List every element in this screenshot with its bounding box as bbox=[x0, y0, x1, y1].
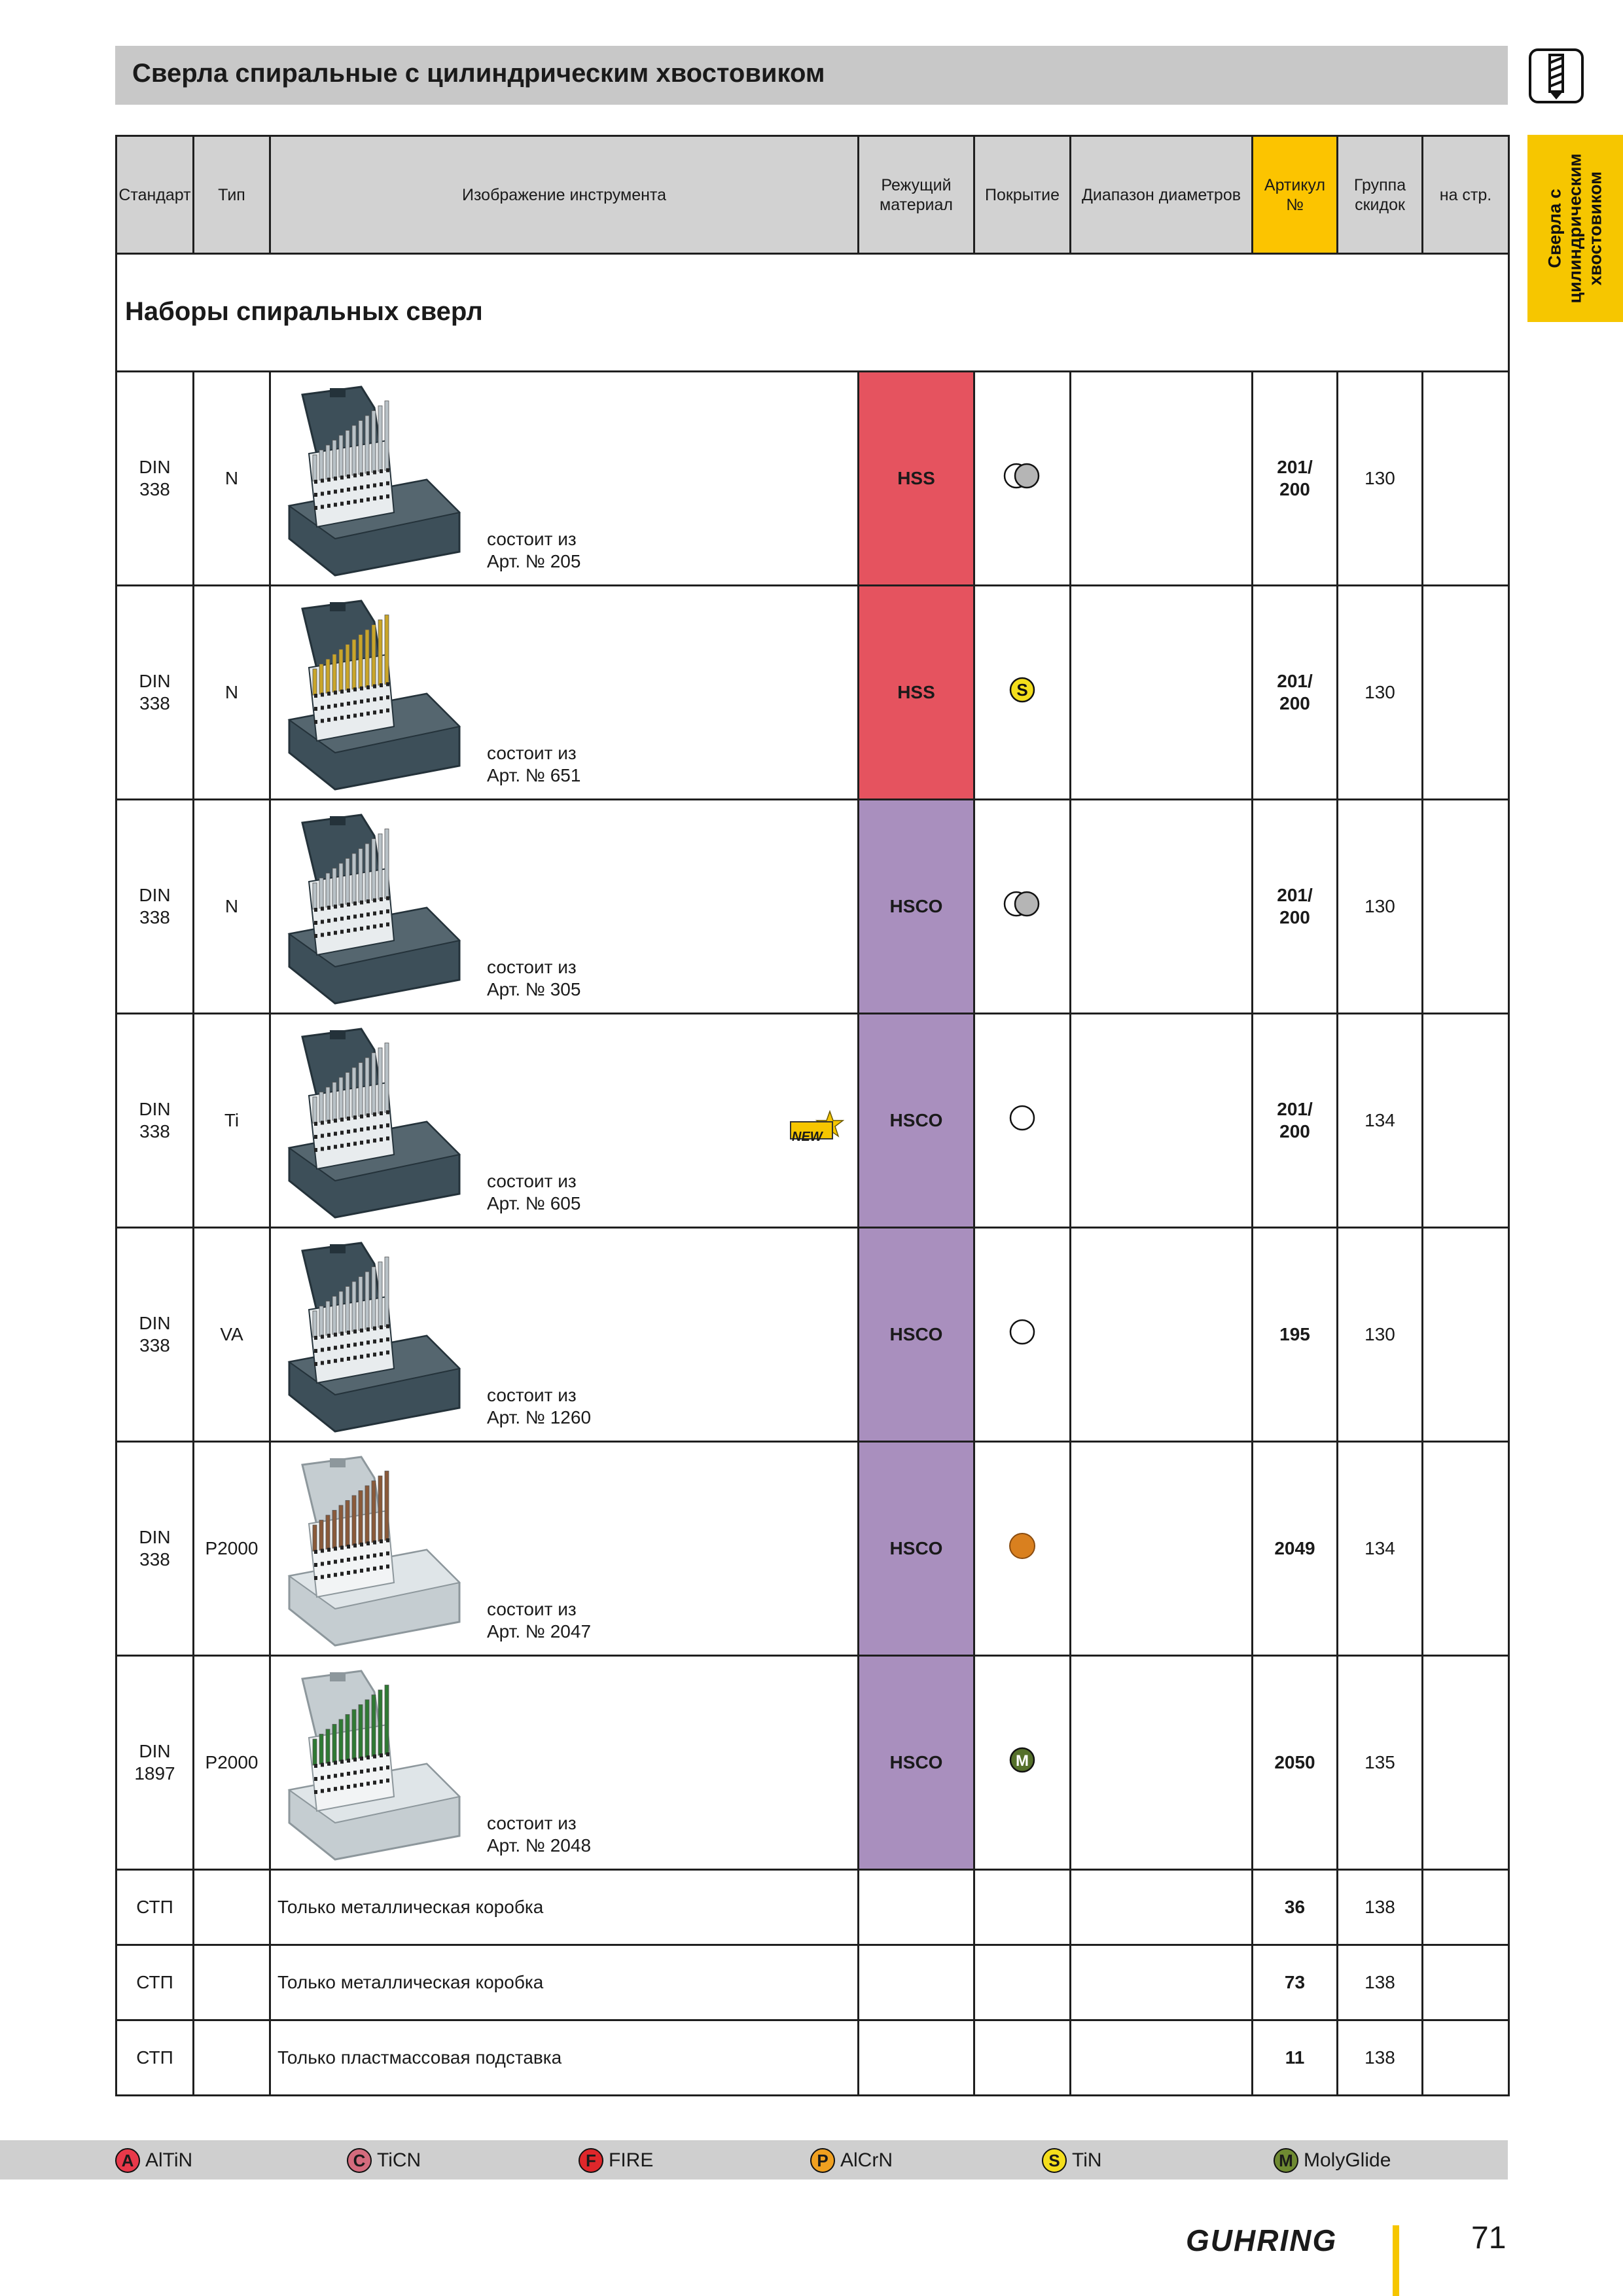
table-row bbox=[116, 1656, 1509, 1870]
table-row bbox=[116, 372, 1509, 586]
coating-letter-icon: S bbox=[1042, 2148, 1067, 2173]
material-cell: HSCO bbox=[859, 1014, 974, 1228]
standard-cell: СТП bbox=[116, 1945, 194, 2020]
article-number-2: 200 bbox=[1279, 479, 1310, 499]
coating-letter-icon: P bbox=[810, 2148, 835, 2173]
description-cell: Только металлическая коробка bbox=[270, 1945, 859, 2020]
standard-cell: СТП bbox=[116, 2020, 194, 2096]
discount-group-cell: 134 bbox=[1338, 1442, 1423, 1656]
header-article bbox=[1253, 136, 1338, 254]
table-row bbox=[116, 586, 1509, 800]
coating-cell bbox=[974, 1656, 1071, 1870]
consists-of-note bbox=[487, 528, 580, 573]
molyglide-coating-icon bbox=[999, 1746, 1045, 1774]
standard-number: 338 bbox=[139, 1549, 170, 1570]
tin-coating-icon bbox=[999, 675, 1045, 704]
discount-group-cell: 130 bbox=[1338, 586, 1423, 800]
consists-of-note bbox=[487, 956, 580, 1001]
type-cell bbox=[194, 1945, 270, 2020]
coating-letter-icon: A bbox=[115, 2148, 140, 2173]
coating-letter-icon: F bbox=[579, 2148, 603, 2173]
drill-set-box-image bbox=[276, 1238, 473, 1434]
consists-of-note bbox=[487, 742, 580, 787]
chapter-side-tab[interactable] bbox=[1527, 135, 1623, 322]
legend-item bbox=[1274, 2147, 1391, 2174]
page-number: 71 bbox=[1471, 2221, 1507, 2255]
page-ref-cell bbox=[1423, 1442, 1509, 1656]
article-number: 201/ bbox=[1277, 885, 1313, 905]
image-cell bbox=[270, 1656, 859, 1870]
coating-cell bbox=[974, 1014, 1071, 1228]
table-row bbox=[116, 1228, 1509, 1442]
diameter-cell bbox=[1071, 372, 1253, 586]
consists-of-note bbox=[487, 1812, 591, 1857]
discount-group-cell: 130 bbox=[1338, 800, 1423, 1014]
standard-number: 338 bbox=[139, 1335, 170, 1355]
article-cell[interactable] bbox=[1253, 586, 1338, 800]
consists-of-note bbox=[487, 1598, 591, 1643]
diameter-cell bbox=[1071, 2020, 1253, 2096]
standard-cell bbox=[116, 1442, 194, 1656]
article-cell[interactable] bbox=[1253, 1014, 1338, 1228]
type-cell: N bbox=[194, 800, 270, 1014]
description-cell: Только металлическая коробка bbox=[270, 1870, 859, 1945]
legend-label: AlTiN bbox=[145, 2149, 193, 2171]
section-cell bbox=[116, 254, 1509, 372]
image-cell bbox=[270, 1228, 859, 1442]
component-article: Арт. № 605 bbox=[487, 1193, 581, 1213]
header-standard: Стандарт bbox=[116, 136, 194, 254]
legend-label: TiN bbox=[1072, 2149, 1102, 2171]
diameter-cell bbox=[1071, 1945, 1253, 2020]
discount-group-cell: 138 bbox=[1338, 2020, 1423, 2096]
drill-set-box-image bbox=[276, 810, 473, 1006]
component-article: Арт. № 2048 bbox=[487, 1835, 592, 1856]
header-diameter: Диапазон диаметров bbox=[1071, 136, 1253, 254]
table-row bbox=[116, 2020, 1509, 2096]
type-cell: P2000 bbox=[194, 1442, 270, 1656]
table-header-row bbox=[116, 136, 1509, 254]
article-number: 201/ bbox=[1277, 1099, 1313, 1119]
article-number-2: 200 bbox=[1279, 1121, 1310, 1141]
standard-number: 338 bbox=[139, 693, 170, 713]
consists-label: состоит из bbox=[487, 529, 577, 549]
article-cell[interactable]: 73 bbox=[1253, 1945, 1338, 2020]
standard-name: DIN bbox=[139, 885, 171, 905]
drill-set-box-image bbox=[276, 596, 473, 792]
new-badge bbox=[789, 1109, 844, 1145]
article-number-2: 200 bbox=[1279, 693, 1310, 713]
article-number: 201/ bbox=[1277, 457, 1313, 477]
consists-label: состоит из bbox=[487, 1385, 577, 1405]
article-number-2: 200 bbox=[1279, 907, 1310, 927]
standard-name: DIN bbox=[139, 671, 171, 691]
material-cell: HSS bbox=[859, 586, 974, 800]
header-material bbox=[859, 136, 974, 254]
header-material-l2: материал bbox=[880, 195, 953, 214]
header-discount bbox=[1338, 136, 1423, 254]
consists-label: состоит из bbox=[487, 1599, 577, 1619]
legend-item bbox=[115, 2147, 192, 2174]
article-cell[interactable] bbox=[1253, 1442, 1338, 1656]
drill-set-box-image bbox=[276, 1024, 473, 1220]
article-number: 201/ bbox=[1277, 671, 1313, 691]
component-article: Арт. № 205 bbox=[487, 551, 581, 571]
page-ref-cell bbox=[1423, 586, 1509, 800]
new-badge-label: NEW bbox=[792, 1130, 823, 1144]
coating-cell bbox=[974, 800, 1071, 1014]
page-ref-cell bbox=[1423, 1228, 1509, 1442]
article-cell[interactable] bbox=[1253, 1228, 1338, 1442]
type-cell bbox=[194, 2020, 270, 2096]
diameter-cell bbox=[1071, 1014, 1253, 1228]
coating-cell bbox=[974, 1870, 1071, 1945]
product-table bbox=[115, 135, 1510, 2096]
article-cell[interactable]: 36 bbox=[1253, 1870, 1338, 1945]
standard-name: DIN bbox=[139, 1313, 171, 1333]
coating-letter-icon: M bbox=[1274, 2148, 1298, 2173]
image-cell bbox=[270, 1014, 859, 1228]
standard-number: 338 bbox=[139, 907, 170, 927]
bright-finish-coating-icon bbox=[999, 461, 1045, 490]
standard-name: DIN bbox=[139, 1099, 171, 1119]
header-discount-l1: Группа bbox=[1353, 175, 1406, 194]
standard-cell bbox=[116, 1014, 194, 1228]
drill-bit-icon bbox=[1529, 48, 1584, 103]
description-cell: Только пластмассовая подставка bbox=[270, 2020, 859, 2096]
section-title: Наборы спиральных сверл bbox=[125, 296, 483, 326]
bright-finish-coating-icon bbox=[999, 889, 1045, 918]
table-row bbox=[116, 1870, 1509, 1945]
material-cell: HSCO bbox=[859, 800, 974, 1014]
discount-group-cell: 138 bbox=[1338, 1870, 1423, 1945]
coating-cell bbox=[974, 2020, 1071, 2096]
page-title-bar bbox=[115, 46, 1508, 105]
article-cell[interactable]: 11 bbox=[1253, 2020, 1338, 2096]
type-cell: P2000 bbox=[194, 1656, 270, 1870]
coating-legend bbox=[0, 2140, 1508, 2179]
legend-label: FIRE bbox=[609, 2149, 654, 2171]
legend-item bbox=[1042, 2147, 1102, 2174]
header-material-l1: Режущий bbox=[881, 175, 952, 194]
diameter-cell bbox=[1071, 1870, 1253, 1945]
image-cell bbox=[270, 586, 859, 800]
consists-of-note bbox=[487, 1384, 591, 1429]
discount-group-cell: 134 bbox=[1338, 1014, 1423, 1228]
standard-cell bbox=[116, 1656, 194, 1870]
page-ref-cell bbox=[1423, 1656, 1509, 1870]
article-cell[interactable] bbox=[1253, 372, 1338, 586]
discount-group-cell: 130 bbox=[1338, 1228, 1423, 1442]
material-cell: HSCO bbox=[859, 1228, 974, 1442]
standard-cell bbox=[116, 1228, 194, 1442]
table-row bbox=[116, 1442, 1509, 1656]
material-cell bbox=[859, 1870, 974, 1945]
table-row bbox=[116, 1014, 1509, 1228]
svg-text:M: M bbox=[1016, 1752, 1029, 1770]
standard-number: 1897 bbox=[134, 1763, 175, 1784]
page-ref-cell bbox=[1423, 1870, 1509, 1945]
diameter-cell bbox=[1071, 800, 1253, 1014]
header-type: Тип bbox=[194, 136, 270, 254]
standard-cell bbox=[116, 372, 194, 586]
material-cell: HSCO bbox=[859, 1656, 974, 1870]
legend-label: TiCN bbox=[377, 2149, 421, 2171]
legend-item bbox=[579, 2147, 653, 2174]
type-cell: VA bbox=[194, 1228, 270, 1442]
discount-group-cell: 135 bbox=[1338, 1656, 1423, 1870]
coating-letter-icon: C bbox=[347, 2148, 372, 2173]
discount-group-cell: 130 bbox=[1338, 372, 1423, 586]
image-cell bbox=[270, 1442, 859, 1656]
drill-set-box-image bbox=[276, 1452, 473, 1648]
legend-item bbox=[810, 2147, 893, 2174]
header-image: Изображение инструмента bbox=[270, 136, 859, 254]
component-article: Арт. № 651 bbox=[487, 765, 581, 785]
standard-name: DIN bbox=[139, 1527, 171, 1547]
legend-label: AlCrN bbox=[840, 2149, 893, 2171]
brand-logo: GUHRING bbox=[1186, 2223, 1338, 2257]
article-number: 2050 bbox=[1274, 1752, 1315, 1772]
image-cell bbox=[270, 800, 859, 1014]
header-article-l1: Артикул bbox=[1264, 175, 1326, 194]
discount-group-cell: 138 bbox=[1338, 1945, 1423, 2020]
page-ref-cell bbox=[1423, 1945, 1509, 2020]
table-row bbox=[116, 800, 1509, 1014]
standard-name: DIN bbox=[139, 1741, 171, 1761]
type-cell: N bbox=[194, 372, 270, 586]
header-discount-l2: скидок bbox=[1355, 195, 1405, 214]
consists-label: состоит из bbox=[487, 1813, 577, 1833]
section-row bbox=[116, 254, 1509, 372]
material-cell bbox=[859, 1945, 974, 2020]
article-cell[interactable] bbox=[1253, 800, 1338, 1014]
component-article: Арт. № 305 bbox=[487, 979, 581, 999]
header-coating: Покрытие bbox=[974, 136, 1071, 254]
article-cell[interactable] bbox=[1253, 1656, 1338, 1870]
drill-set-box-image bbox=[276, 1666, 473, 1862]
diameter-cell bbox=[1071, 1656, 1253, 1870]
coating-cell bbox=[974, 586, 1071, 800]
coating-cell bbox=[974, 372, 1071, 586]
page-ref-cell bbox=[1423, 800, 1509, 1014]
diameter-cell bbox=[1071, 586, 1253, 800]
material-cell: HSCO bbox=[859, 1442, 974, 1656]
legend-item bbox=[347, 2147, 421, 2174]
article-number: 195 bbox=[1279, 1324, 1310, 1344]
diameter-cell bbox=[1071, 1442, 1253, 1656]
legend-label: MolyGlide bbox=[1304, 2149, 1391, 2171]
page-ref-cell bbox=[1423, 1014, 1509, 1228]
consists-label: состоит из bbox=[487, 743, 577, 763]
standard-cell bbox=[116, 586, 194, 800]
type-cell: N bbox=[194, 586, 270, 800]
uncoated-icon bbox=[999, 1103, 1045, 1132]
material-cell bbox=[859, 2020, 974, 2096]
image-cell bbox=[270, 372, 859, 586]
footer-accent-line bbox=[1393, 2225, 1399, 2296]
consists-label: состоит из bbox=[487, 1171, 577, 1191]
standard-cell: СТП bbox=[116, 1870, 194, 1945]
drill-set-box-image bbox=[276, 382, 473, 578]
diameter-cell bbox=[1071, 1228, 1253, 1442]
page-title: Сверла спиральные с цилиндрическим хвостовиком bbox=[132, 59, 825, 88]
svg-text:S: S bbox=[1016, 680, 1028, 700]
standard-number: 338 bbox=[139, 479, 170, 499]
consists-of-note bbox=[487, 1170, 580, 1215]
side-tab-line: хвостовиком bbox=[1585, 171, 1605, 286]
header-page: на стр. bbox=[1423, 136, 1509, 254]
orange-coating-icon bbox=[999, 1532, 1045, 1560]
coating-cell bbox=[974, 1945, 1071, 2020]
page-ref-cell bbox=[1423, 2020, 1509, 2096]
coating-cell bbox=[974, 1228, 1071, 1442]
standard-name: DIN bbox=[139, 457, 171, 477]
uncoated-icon bbox=[999, 1318, 1045, 1346]
standard-number: 338 bbox=[139, 1121, 170, 1141]
header-article-l2: № bbox=[1286, 195, 1304, 214]
coating-cell bbox=[974, 1442, 1071, 1656]
side-tab-line: цилиндрическим bbox=[1565, 153, 1585, 304]
table-row bbox=[116, 1945, 1509, 2020]
page-ref-cell bbox=[1423, 372, 1509, 586]
article-number: 2049 bbox=[1274, 1538, 1315, 1558]
consists-label: состоит из bbox=[487, 957, 577, 977]
material-cell: HSS bbox=[859, 372, 974, 586]
type-cell bbox=[194, 1870, 270, 1945]
type-cell: Ti bbox=[194, 1014, 270, 1228]
side-tab-line: Сверла с bbox=[1544, 188, 1565, 268]
component-article: Арт. № 2047 bbox=[487, 1621, 592, 1641]
component-article: Арт. № 1260 bbox=[487, 1407, 592, 1427]
standard-cell bbox=[116, 800, 194, 1014]
